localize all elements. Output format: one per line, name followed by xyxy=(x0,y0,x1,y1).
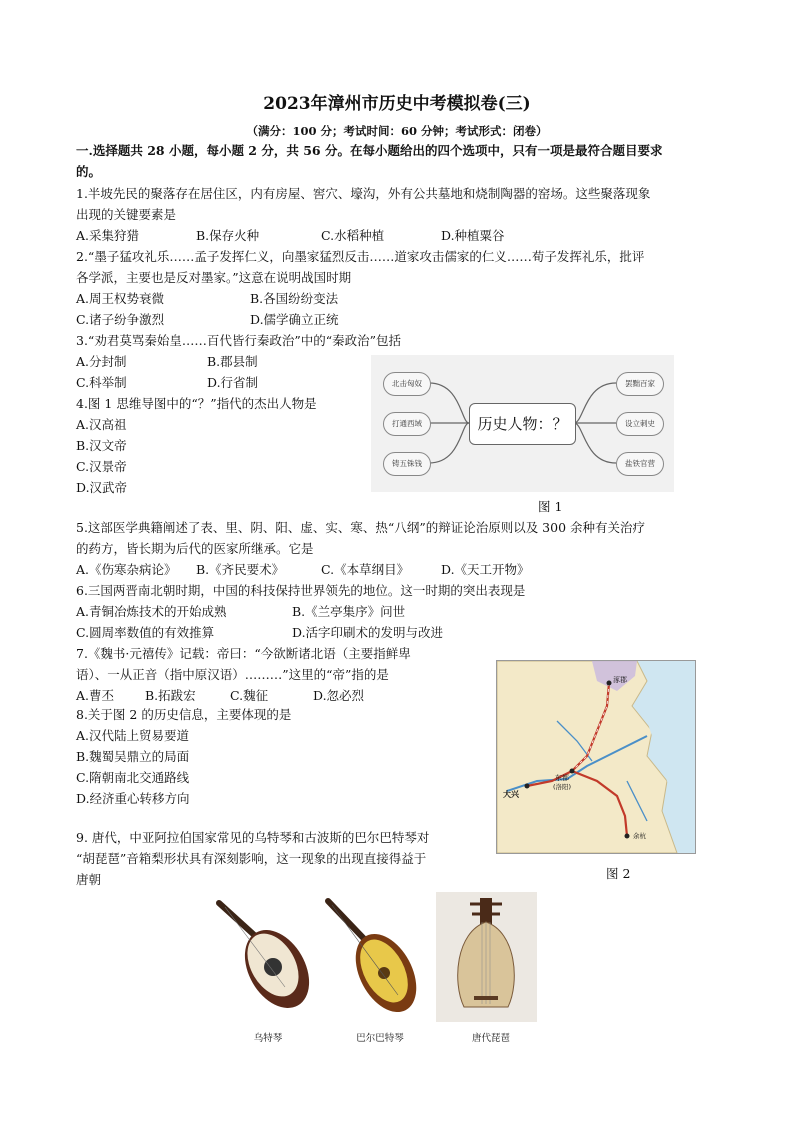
question-7-text: 7.《魏书·元禧传》记载：帝曰：“今欲断诸北语（主要指鲜卑 xyxy=(76,646,411,661)
node-right-1: 罢黜百家 xyxy=(616,372,664,396)
pipa-icon xyxy=(436,892,537,1022)
q5-option-a: A.《伤寒杂病论》 xyxy=(76,562,177,577)
q6-option-b: B.《兰亭集序》问世 xyxy=(292,604,406,619)
q2-option-b: B.各国纷纷变法 xyxy=(250,291,339,306)
node-left-1: 北击匈奴 xyxy=(383,372,431,396)
q7-option-b: B.拓跋宏 xyxy=(145,688,196,703)
q4-option-b: B.汉文帝 xyxy=(76,438,127,453)
barbat-icon xyxy=(320,895,425,1020)
question-1-text-2: 出现的关键要素是 xyxy=(76,207,177,222)
q4-option-d: D.汉武帝 xyxy=(76,480,128,495)
map-drawing xyxy=(497,661,695,853)
exam-info: （满分：100 分；考试时间：60 分钟；考试形式：闭卷） xyxy=(246,124,548,138)
q8-option-b: B.魏蜀吴鼎立的局面 xyxy=(76,749,190,764)
q8-option-d: D.经济重心转移方向 xyxy=(76,791,190,806)
q5-option-d: D.《天工开物》 xyxy=(441,562,530,577)
q2-option-d: D.儒学确立正统 xyxy=(250,312,339,327)
q7-option-a: A.曹丕 xyxy=(76,688,115,703)
question-3-text: 3.“劝君莫骂秦始皇……百代皆行秦政治”中的“秦政治”包括 xyxy=(76,333,401,348)
oud-icon xyxy=(205,895,315,1020)
caption-barbat: 巴尔巴特琴 xyxy=(356,1033,404,1044)
question-9-text-2: “胡琵琶”音箱梨形状具有深刻影响，这一现象的出现直接得益于 xyxy=(76,851,427,866)
q2-option-c: C.诸子纷争激烈 xyxy=(76,312,165,327)
q8-option-a: A.汉代陆上贸易要道 xyxy=(76,728,190,743)
question-9-text-3: 唐朝 xyxy=(76,872,102,887)
q7-option-c: C.魏征 xyxy=(230,688,269,703)
pipa-image xyxy=(436,892,537,1022)
oud-image xyxy=(205,895,315,1020)
question-2-text: 2.“墨子猛攻礼乐……孟子发挥仁义，向墨家猛烈反击……道家攻击儒家的仁义……荀子发挥礼乐，批评 xyxy=(76,249,645,264)
map-label-zhuojun: 涿郡 xyxy=(613,676,627,684)
question-7-text-2: 语）、一从正音（指中原汉语）………”这里的“帝”指的是 xyxy=(76,667,389,682)
figure-2-canal-map xyxy=(496,660,696,854)
q1-option-a: A.采集狩猎 xyxy=(76,228,140,243)
question-1-text: 1.半坡先民的聚落存在居住区，内有房屋、窖穴、壕沟，外有公共墓地和烧制陶器的窑场。这些聚落现象 xyxy=(76,186,651,201)
q8-option-c: C.隋朝南北交通路线 xyxy=(76,770,190,785)
figure-1-caption: 图 1 xyxy=(538,499,563,514)
q3-option-b: B.郡县制 xyxy=(207,354,258,369)
q7-option-d: D.忽必烈 xyxy=(313,688,365,703)
question-6-text: 6.三国两晋南北朝时期，中国的科技保持世界领先的地位。这一时期的突出表现是 xyxy=(76,583,526,598)
q5-option-b: B.《齐民要术》 xyxy=(196,562,285,577)
q2-option-a: A.周王权势衰微 xyxy=(76,291,165,306)
q6-option-a: A.青铜冶炼技术的开始成熟 xyxy=(76,604,227,619)
q4-option-a: A.汉高祖 xyxy=(76,417,127,432)
node-right-3: 盐铁官营 xyxy=(616,452,664,476)
q3-option-a: A.分封制 xyxy=(76,354,127,369)
question-4-text: 4.图 1 思维导图中的“？”指代的杰出人物是 xyxy=(76,396,317,411)
map-label-luoyang: (洛阳) xyxy=(553,783,572,791)
map-label-yuhang: 余杭 xyxy=(633,832,646,840)
q6-option-d: D.活字印刷术的发明与改进 xyxy=(292,625,444,640)
node-center: 历史人物：？ xyxy=(469,403,576,445)
q6-option-c: C.圆周率数值的有效推算 xyxy=(76,625,215,640)
question-8-text: 8.关于图 2 的历史信息，主要体现的是 xyxy=(76,707,292,722)
q5-option-c: C.《本草纲目》 xyxy=(321,562,410,577)
caption-oud: 乌特琴 xyxy=(253,1033,283,1044)
q3-option-c: C.科举制 xyxy=(76,375,127,390)
map-label-daxing: 大兴 xyxy=(503,790,519,799)
q3-option-d: D.行省制 xyxy=(207,375,259,390)
section-heading-line2: 的。 xyxy=(76,164,102,179)
node-left-2: 打通西域 xyxy=(383,412,431,436)
question-5-text-2: 的药方，皆长期为后代的医家所继承。它是 xyxy=(76,541,314,556)
q1-option-b: B.保存火种 xyxy=(196,228,260,243)
figure-1-mind-map xyxy=(371,355,674,492)
section-heading-line1: 一.选择题共 28 小题，每小题 2 分，共 56 分。在每小题给出的四个选项中，只有一项是最符合题目要求 xyxy=(76,143,663,158)
node-right-2: 设立刺史 xyxy=(616,412,664,436)
barbat-image xyxy=(320,895,425,1020)
node-left-3: 铸五铢钱 xyxy=(383,452,431,476)
question-5-text: 5.这部医学典籍阐述了表、里、阴、阳、虚、实、寒、热“八纲”的辩证论治原则以及 300 余种有关治疗 xyxy=(76,520,646,535)
question-9-text: 9. 唐代，中亚阿拉伯国家常见的乌特琴和古波斯的巴尔巴特琴对 xyxy=(76,830,430,845)
page-title: 2023年漳州市历史中考模拟卷(三) xyxy=(263,94,531,114)
q1-option-c: C.水稻种植 xyxy=(321,228,385,243)
q1-option-d: D.种植粟谷 xyxy=(441,228,505,243)
q4-option-c: C.汉景帝 xyxy=(76,459,127,474)
caption-pipa: 唐代琵琶 xyxy=(471,1033,510,1044)
map-label-dongdu: 东都 xyxy=(555,774,569,782)
question-2-text-2: 各学派，主要也是反对墨家。”这意在说明战国时期 xyxy=(76,270,352,285)
figure-2-caption: 图 2 xyxy=(606,866,631,881)
